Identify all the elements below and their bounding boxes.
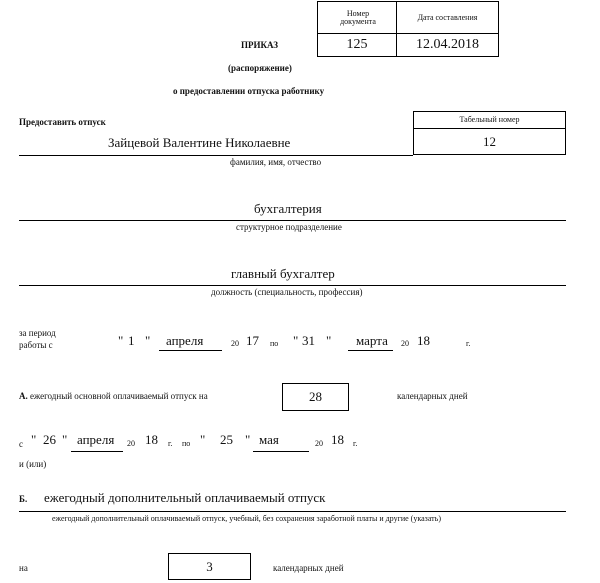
leave-to-label: по xyxy=(182,439,191,448)
tab-number-header: Табельный номер xyxy=(459,114,520,124)
position-value: главный бухгалтер xyxy=(231,266,335,281)
leave-to-month: мая xyxy=(259,432,279,447)
work-from-month: апреля xyxy=(166,333,204,348)
section-a-text xyxy=(19,391,208,401)
section-a-description: ежегодный основной оплачиваемый отпуск на xyxy=(30,391,208,401)
leave-from-month: апреля xyxy=(77,432,115,447)
department-caption: структурное подразделение xyxy=(236,222,342,232)
work-year-suffix: г. xyxy=(466,339,471,348)
section-a-label: А. xyxy=(19,391,28,401)
work-from-year-prefix: 20 xyxy=(231,339,239,348)
work-from-quote-close: " xyxy=(145,333,151,348)
leave-to-quote-close: " xyxy=(245,432,251,447)
section-a-days: 28 xyxy=(309,389,322,405)
doc-number-value: 125 xyxy=(346,36,368,52)
section-b-text: ежегодный дополнительный оплачиваемый отпуск xyxy=(44,490,326,505)
tab-number-value: 12 xyxy=(483,133,496,149)
work-to-month: марта xyxy=(356,333,388,348)
leave-from-month-underline xyxy=(71,451,123,452)
work-to-year: 18 xyxy=(417,333,430,348)
position-caption: должность (специальность, профессия) xyxy=(211,287,363,297)
leave-from-quote-open: " xyxy=(31,432,37,447)
work-period-label-2: работы с xyxy=(19,340,53,350)
leave-from-year-prefix: 20 xyxy=(127,439,135,448)
section-b-days: 3 xyxy=(206,558,213,574)
position-underline xyxy=(19,285,566,286)
order-subtitle: (распоряжение) xyxy=(228,63,292,73)
work-from-month-underline xyxy=(159,350,222,351)
department-underline xyxy=(19,220,566,221)
order-title: ПРИКАЗ xyxy=(241,40,279,50)
work-from-day: 1 xyxy=(128,333,135,348)
section-b-on-label: на xyxy=(19,563,28,573)
work-to-year-prefix: 20 xyxy=(401,339,409,348)
leave-to-month-underline xyxy=(253,451,309,452)
work-to-quote-close: " xyxy=(326,333,332,348)
leave-to-year-suffix: г. xyxy=(353,439,358,448)
leave-to-year: 18 xyxy=(331,432,344,447)
work-to-label: по xyxy=(270,339,279,348)
work-to-day: 31 xyxy=(302,333,315,348)
leave-from-day: 26 xyxy=(43,432,56,447)
full-name-underline xyxy=(19,155,413,156)
doc-date-value: 12.04.2018 xyxy=(416,36,479,52)
leave-to-year-prefix: 20 xyxy=(315,439,323,448)
employee-full-name: Зайцевой Валентине Николаевне xyxy=(108,135,291,150)
leave-from-quote-close: " xyxy=(62,432,68,447)
doc-number-header: Номер документа xyxy=(340,8,376,26)
department-value: бухгалтерия xyxy=(254,201,322,216)
doc-date-header: Дата составления xyxy=(417,12,478,22)
and-or-label: и (или) xyxy=(19,459,47,469)
leave-to-day: 25 xyxy=(220,432,233,447)
section-b-label: Б. xyxy=(19,494,28,504)
order-about: о предоставлении отпуска работнику xyxy=(173,86,325,96)
leave-to-quote-open: " xyxy=(200,432,206,447)
work-to-quote-open: " xyxy=(293,333,299,348)
section-a-days-suffix: календарных дней xyxy=(397,391,468,401)
section-b-underline xyxy=(19,511,566,512)
leave-from-label: с xyxy=(19,439,23,449)
work-to-month-underline xyxy=(348,350,393,351)
leave-from-year: 18 xyxy=(145,432,158,447)
work-period-label-1: за период xyxy=(19,328,56,338)
section-b-days-suffix: календарных дней xyxy=(273,563,344,573)
section-b-caption: ежегодный дополнительный оплачиваемый отпуск, учебный, без сохранения заработной платы и другие (указать) xyxy=(52,514,441,523)
work-from-quote-open: " xyxy=(118,333,124,348)
full-name-caption: фамилия, имя, отчество xyxy=(230,157,322,167)
grant-leave-label: Предоставить отпуск xyxy=(19,117,106,127)
leave-from-year-suffix: г. xyxy=(168,439,173,448)
work-from-year: 17 xyxy=(246,333,259,348)
